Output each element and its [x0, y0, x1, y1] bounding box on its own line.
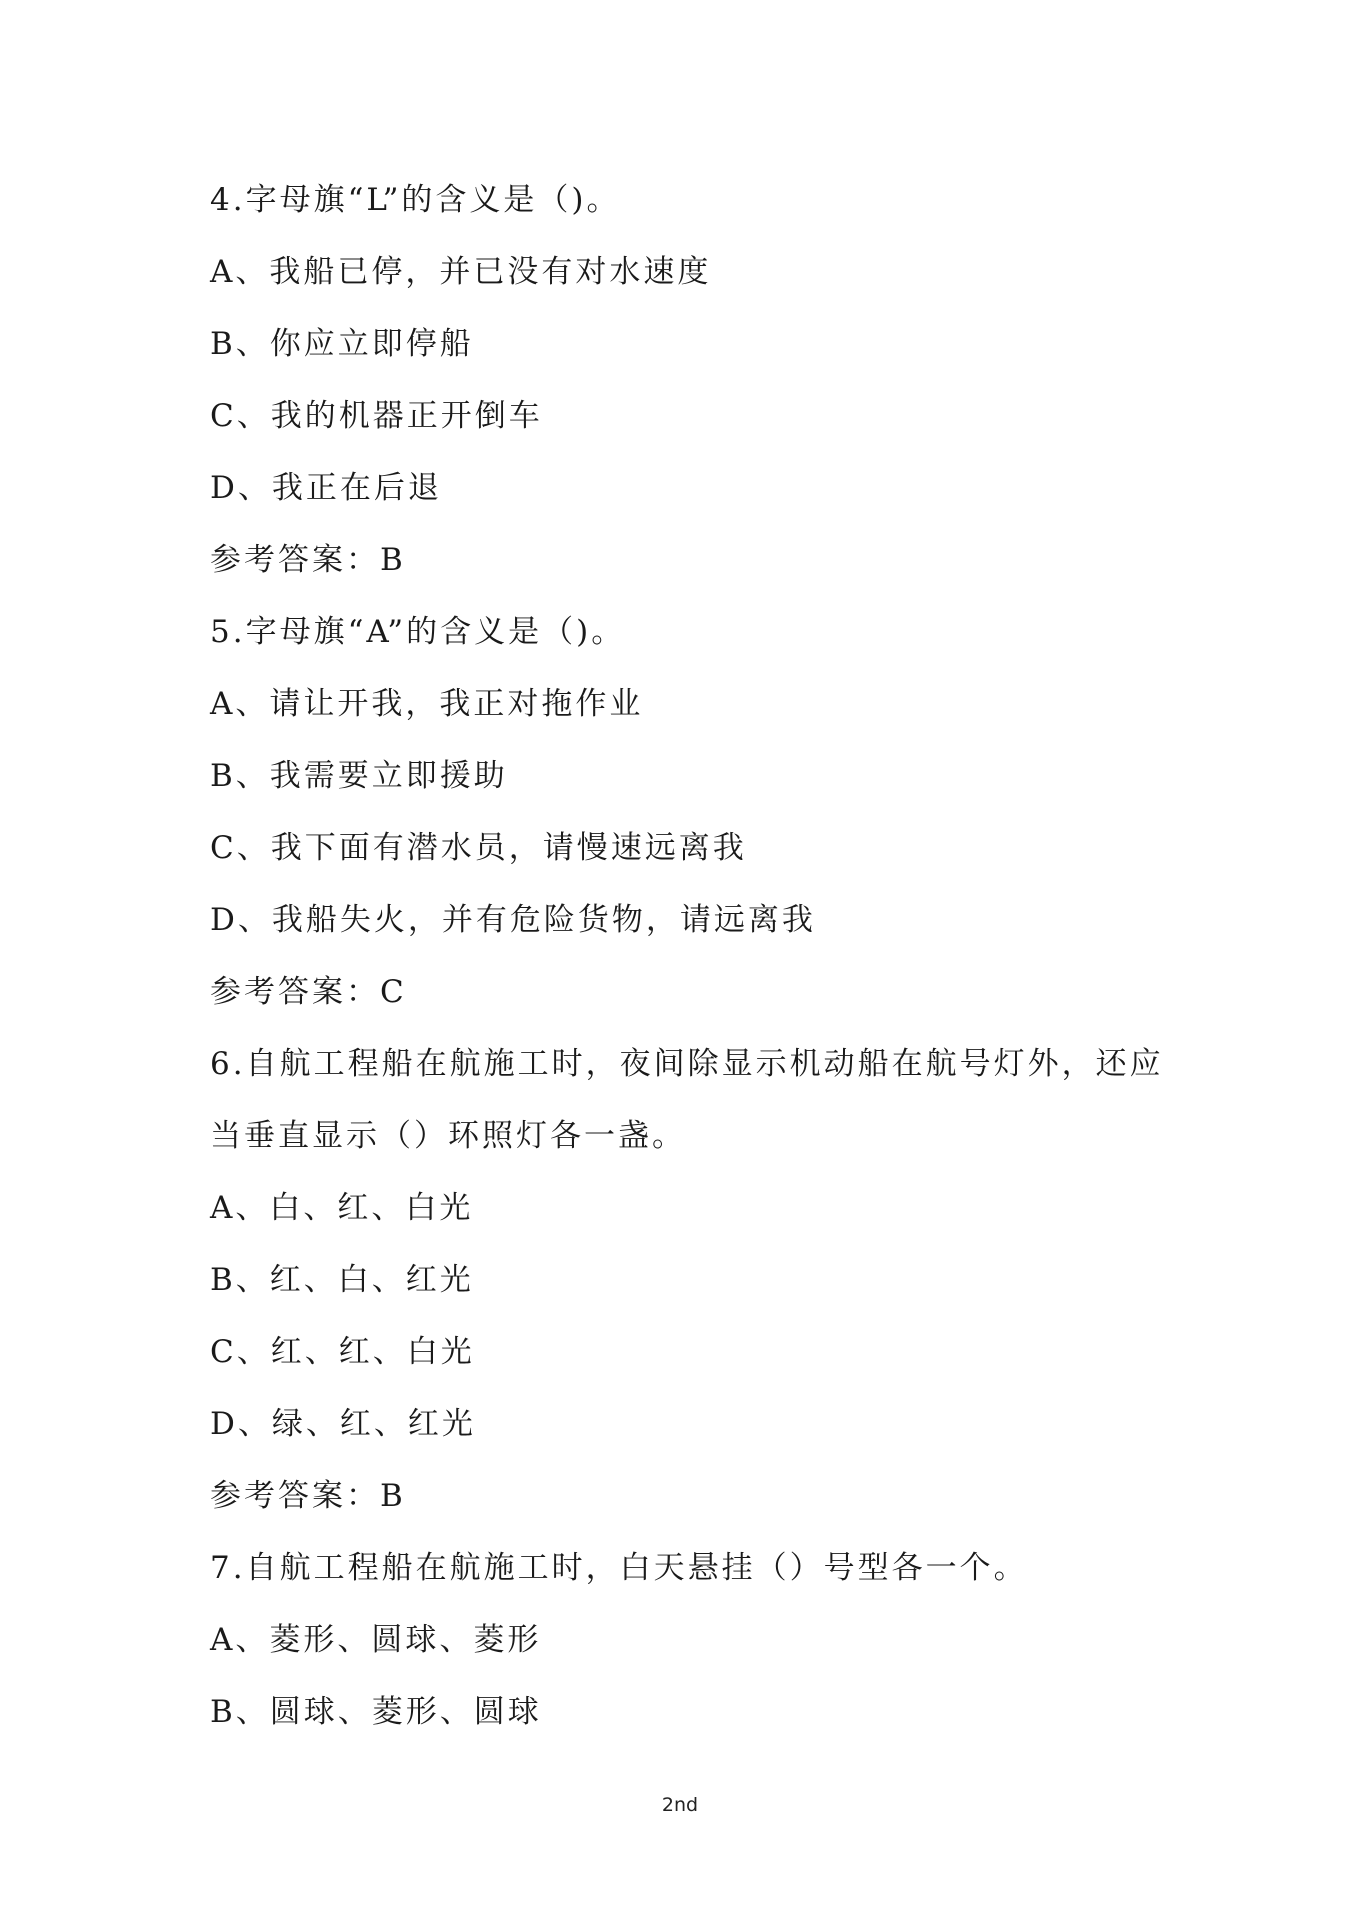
question-7-option-a: A、菱形、圆球、菱形: [210, 1622, 542, 1658]
question-7-option-b: B、圆球、菱形、圆球: [210, 1694, 542, 1730]
question-5-option-d: D、我船失火，并有危险货物，请远离我: [210, 902, 816, 938]
question-6-option-d: D、绿、红、红光: [210, 1406, 476, 1442]
question-5-option-a: A、请让开我，我正对拖作业: [210, 686, 644, 722]
question-6-stem-line-2: 当垂直显示（）环照灯各一盏。: [210, 1118, 686, 1154]
question-5-option-b: B、我需要立即援助: [210, 758, 508, 794]
question-4-stem: 4.字母旗“L”的含义是（)。: [210, 182, 621, 218]
question-6-option-b: B、红、白、红光: [210, 1262, 474, 1298]
question-4-option-c: C、我的机器正开倒车: [210, 398, 543, 434]
question-6-option-c: C、红、红、白光: [210, 1334, 475, 1370]
question-7-stem: 7.自航工程船在航施工时，白天悬挂（）号型各一个。: [210, 1550, 1028, 1586]
question-4-option-d: D、我正在后退: [210, 470, 442, 506]
question-6-stem-line-1: 6.自航工程船在航施工时，夜间除显示机动船在航号灯外，还应: [210, 1046, 1164, 1082]
question-6-option-a: A、白、红、白光: [210, 1190, 474, 1226]
question-5-answer: 参考答案：C: [210, 974, 407, 1010]
page-number: 2nd: [661, 1794, 699, 1816]
question-5-option-c: C、我下面有潜水员，请慢速远离我: [210, 830, 747, 866]
question-5-stem: 5.字母旗“A”的含义是（)。: [210, 614, 626, 650]
question-6-answer: 参考答案：B: [210, 1478, 406, 1514]
question-4-answer: 参考答案：B: [210, 542, 406, 578]
question-4-option-a: A、我船已停，并已没有对水速度: [210, 254, 712, 290]
question-4-option-b: B、你应立即停船: [210, 326, 474, 362]
